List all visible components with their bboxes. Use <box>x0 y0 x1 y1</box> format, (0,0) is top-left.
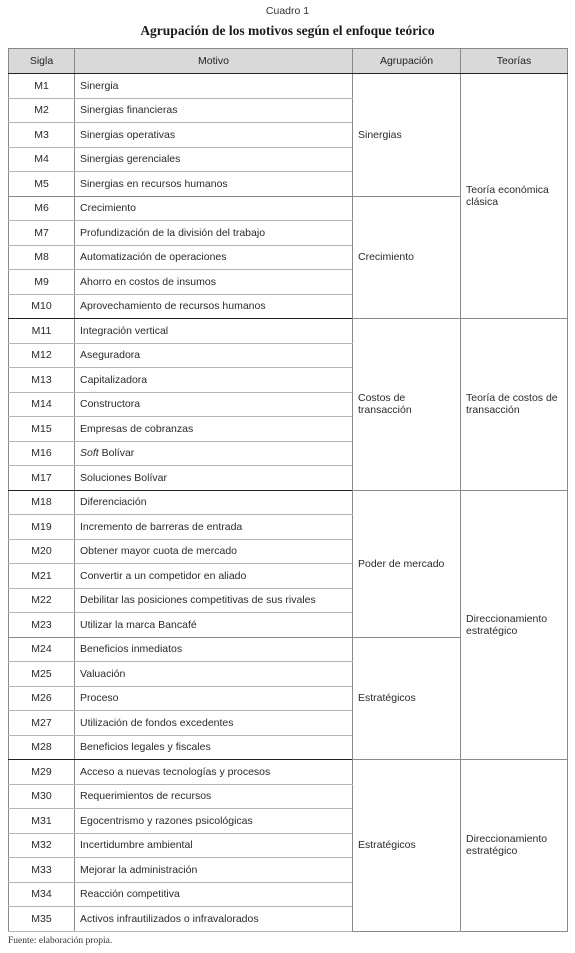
cell-sigla: M16 <box>9 441 75 466</box>
cell-motivo: Capitalizadora <box>75 368 353 393</box>
cell-sigla: M25 <box>9 662 75 687</box>
cell-sigla: M20 <box>9 539 75 564</box>
cell-motivo: Debilitar las posiciones competitivas de sus rivales <box>75 588 353 613</box>
header-teorias: Teorías <box>461 49 568 74</box>
cell-motivo: Sinergias operativas <box>75 123 353 148</box>
cell-agrupacion: Estratégicos <box>353 637 461 760</box>
cell-motivo: Crecimiento <box>75 196 353 221</box>
cell-sigla: M17 <box>9 466 75 491</box>
table-body <box>9 74 568 932</box>
cell-motivo: Incremento de barreras de entrada <box>75 515 353 540</box>
header-motivo: Motivo <box>75 49 353 74</box>
cell-motivo: Empresas de cobranzas <box>75 417 353 442</box>
cell-sigla: M30 <box>9 784 75 809</box>
cell-sigla: M14 <box>9 392 75 417</box>
table-title: Agrupación de los motivos según el enfoque teórico <box>140 23 435 38</box>
cell-agrupacion: Sinergias <box>353 74 461 197</box>
cell-agrupacion: Estratégicos <box>353 760 461 932</box>
cell-agrupacion: Crecimiento <box>353 196 461 319</box>
cell-motivo: Profundización de la división del trabajo <box>75 221 353 246</box>
cell-sigla: M27 <box>9 711 75 736</box>
cell-sigla: M1 <box>9 74 75 99</box>
cell-sigla: M31 <box>9 809 75 834</box>
cell-sigla: M7 <box>9 221 75 246</box>
table-row <box>9 74 568 99</box>
cell-sigla: M12 <box>9 343 75 368</box>
motives-table <box>8 48 568 932</box>
cell-motivo: Valuación <box>75 662 353 687</box>
cell-motivo: Acceso a nuevas tecnologías y procesos <box>75 760 353 785</box>
cell-motivo: Utilizar la marca Bancafé <box>75 613 353 638</box>
cell-sigla: M26 <box>9 686 75 711</box>
cell-sigla: M34 <box>9 882 75 907</box>
header-agrupacion: Agrupación <box>353 49 461 74</box>
cell-sigla: M8 <box>9 245 75 270</box>
table-row <box>9 319 568 344</box>
cell-sigla: M23 <box>9 613 75 638</box>
cell-motivo: Beneficios inmediatos <box>75 637 353 662</box>
header-sigla: Sigla <box>9 49 75 74</box>
cell-sigla: M11 <box>9 319 75 344</box>
cell-motivo: Integración vertical <box>75 319 353 344</box>
cell-motivo-text: Bolívar <box>98 447 135 460</box>
cell-sigla: M18 <box>9 490 75 515</box>
cell-sigla: M6 <box>9 196 75 221</box>
cell-sigla: M4 <box>9 147 75 172</box>
cell-motivo: Sinergias gerenciales <box>75 147 353 172</box>
cell-motivo: Activos infrautilizados o infravalorados <box>75 907 353 932</box>
cell-motivo: Sinergia <box>75 74 353 99</box>
cell-sigla: M13 <box>9 368 75 393</box>
cell-sigla: M21 <box>9 564 75 589</box>
cell-sigla: M9 <box>9 270 75 295</box>
cell-motivo: Soluciones Bolívar <box>75 466 353 491</box>
cell-teoria: Teoría de costos de transacción <box>461 319 568 491</box>
cell-agrupacion: Poder de mercado <box>353 490 461 637</box>
cell-motivo: Obtener mayor cuota de mercado <box>75 539 353 564</box>
cell-teoria: Teoría económica clásica <box>461 74 568 319</box>
cell-agrupacion: Costos de transacción <box>353 319 461 491</box>
cell-motivo: Automatización de operaciones <box>75 245 353 270</box>
cell-motivo: Diferenciación <box>75 490 353 515</box>
cell-sigla: M19 <box>9 515 75 540</box>
table-row <box>9 760 568 785</box>
cell-sigla: M24 <box>9 637 75 662</box>
cell-sigla: M28 <box>9 735 75 760</box>
cell-sigla: M32 <box>9 833 75 858</box>
cell-motivo: Aprovechamiento de recursos humanos <box>75 294 353 319</box>
cell-motivo: Aseguradora <box>75 343 353 368</box>
source-note: Fuente: elaboración propia. <box>8 936 113 946</box>
cell-sigla: M33 <box>9 858 75 883</box>
cell-motivo: Constructora <box>75 392 353 417</box>
cell-motivo: Convertir a un competidor en aliado <box>75 564 353 589</box>
cell-motivo: Mejorar la administración <box>75 858 353 883</box>
cell-motivo: Egocentrismo y razones psicológicas <box>75 809 353 834</box>
cell-motivo: Proceso <box>75 686 353 711</box>
cell-sigla: M5 <box>9 172 75 197</box>
cell-motivo: Ahorro en costos de insumos <box>75 270 353 295</box>
cell-teoria: Direccionamiento estratégico <box>461 760 568 932</box>
cell-motivo <box>75 441 353 466</box>
cell-motivo: Utilización de fondos excedentes <box>75 711 353 736</box>
cell-motivo: Sinergias financieras <box>75 98 353 123</box>
cell-motivo: Reacción competitiva <box>75 882 353 907</box>
header-row <box>9 49 568 74</box>
cell-motivo: Sinergias en recursos humanos <box>75 172 353 197</box>
cell-sigla: M2 <box>9 98 75 123</box>
cell-motivo: Incertidumbre ambiental <box>75 833 353 858</box>
cell-motivo: Beneficios legales y fiscales <box>75 735 353 760</box>
cell-sigla: M15 <box>9 417 75 442</box>
cell-sigla: M3 <box>9 123 75 148</box>
table-row <box>9 490 568 515</box>
cell-sigla: M10 <box>9 294 75 319</box>
cell-motivo-italic: Soft <box>80 447 99 460</box>
cell-sigla: M22 <box>9 588 75 613</box>
cell-sigla: M29 <box>9 760 75 785</box>
table-caption: Cuadro 1 <box>265 5 310 17</box>
cell-teoria: Direccionamiento estratégico <box>461 490 568 760</box>
cell-motivo: Requerimientos de recursos <box>75 784 353 809</box>
cell-sigla: M35 <box>9 907 75 932</box>
